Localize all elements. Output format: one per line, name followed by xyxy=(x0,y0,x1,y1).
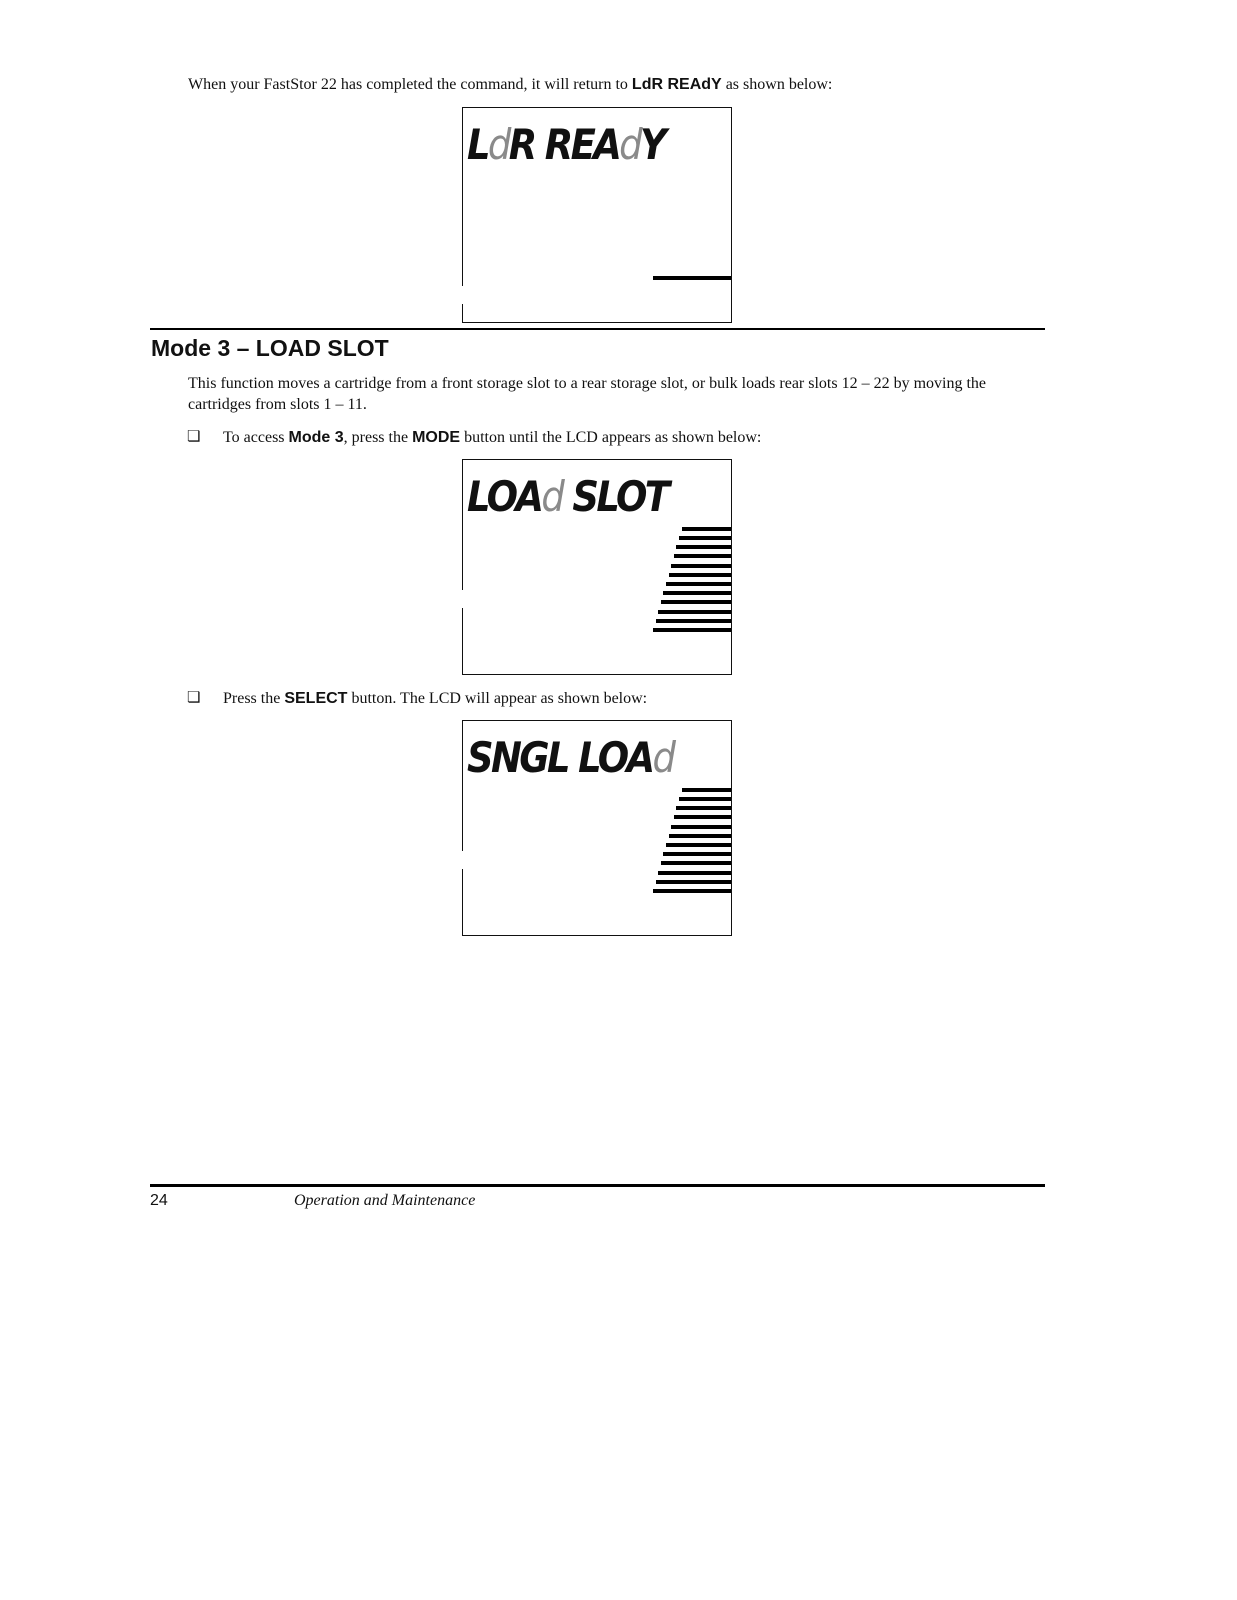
lcd-level-bar xyxy=(674,815,731,819)
lcd-level-bar xyxy=(682,527,731,531)
lcd-level-bar xyxy=(671,564,731,568)
lcd-level-bar xyxy=(661,861,731,865)
intro-text: When your FastStor 22 has completed the command, it will return to LdR REAdY as shown below: xyxy=(188,76,833,93)
lcd-level-bar xyxy=(658,871,731,875)
lcd-display-sngl-load xyxy=(462,720,732,936)
lcd-level-bar xyxy=(676,806,731,810)
step-mode-3: To access Mode 3, press the MODE button until the LCD appears as shown below: xyxy=(223,429,762,446)
lcd-display-ldr-ready xyxy=(462,107,732,323)
section-title: Mode 3 – LOAD SLOT xyxy=(151,335,389,361)
section-description: This function moves a cartridge from a front storage slot to a rear storage slot, or bulk loads rear slots 12 – 22 by moving the cartridges from slots 1 – 11. xyxy=(188,375,987,413)
lcd-level-bar xyxy=(656,880,731,884)
lcd-level-bar xyxy=(676,545,731,549)
lcd-display-load-slot xyxy=(462,459,732,675)
footer-title: Operation and Maintenance xyxy=(294,1192,476,1209)
lcd-level-bar xyxy=(653,276,731,280)
lcd-level-bar xyxy=(661,600,731,604)
lcd-level-bar xyxy=(653,628,731,632)
lcd-level-bar xyxy=(674,554,731,558)
lcd-level-bar xyxy=(679,536,731,540)
lcd-level-bar xyxy=(682,788,731,792)
page-number: 24 xyxy=(150,1192,168,1209)
footer-rule xyxy=(150,1184,1045,1187)
intro-bold: LdR REAdY xyxy=(631,76,722,93)
step-select: Press the SELECT button. The LCD will appear as shown below: xyxy=(223,690,648,707)
checkbox-bullet-icon: ❏ xyxy=(187,690,201,706)
section-rule xyxy=(150,328,1045,330)
lcd-level-bar xyxy=(666,843,731,847)
lcd-level-bar xyxy=(666,582,731,586)
lcd-text: LOAd SLOT xyxy=(467,472,668,521)
lcd-level-bar xyxy=(669,573,731,577)
lcd-level-bar xyxy=(653,889,731,893)
checkbox-bullet-icon: ❏ xyxy=(187,429,201,445)
lcd-level-bar xyxy=(658,610,731,614)
lcd-level-bar xyxy=(656,619,731,623)
lcd-level-bar xyxy=(669,834,731,838)
lcd-level-bar xyxy=(671,825,731,829)
lcd-text: SNGL LOAd xyxy=(467,733,674,782)
lcd-level-bar xyxy=(663,852,731,856)
lcd-text: LdR REAdY xyxy=(467,120,665,169)
lcd-level-bar xyxy=(679,797,731,801)
lcd-level-bar xyxy=(663,591,731,595)
